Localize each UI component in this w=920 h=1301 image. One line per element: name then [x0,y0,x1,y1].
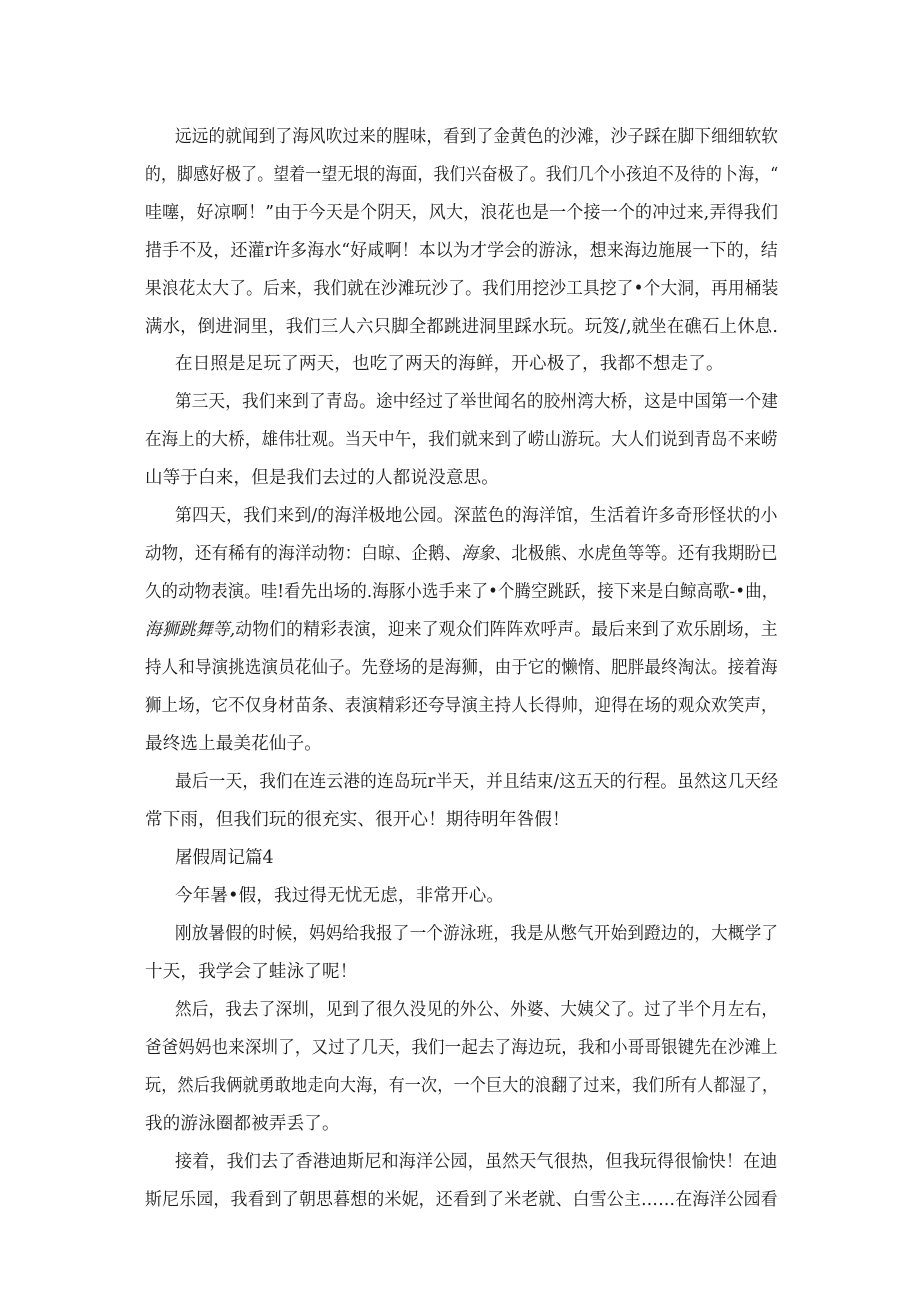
text-line: 接着，我们去了香港迪斯尼和海洋公园，虽然天气很热，但我玩得很愉快！在迪 [175,1152,778,1172]
text-line: 第三天，我们来到了青岛。途中经过了举世闻名的胶州湾大桥，这是中国第一个建 [175,392,779,412]
text-segment: 动物，还有稀有的海洋动物：白晾、企鹅、 [145,544,462,564]
text-line [145,543,778,565]
text-line: 爸爸妈妈也来深圳了，又过了几天，我们一起去了海边玩，我和小哥哥银键先在沙滩上 [145,1038,778,1058]
text-line: 狮上场，它不仅身材苗条、表演精彩还夸导演主持人长得帅，迎得在场的观众欢笑声， [145,696,778,716]
text-line: 斯尼乐园，我看到了朝思暮想的米妮，还看到了米老就、白雪公主……在海洋公园看 [145,1190,778,1210]
text-line: 然后，我去了深圳，见到了很久没见的外公、外婆、大姨父了。过了半个月左右， [175,1000,779,1020]
text-line: 山等于白来，但是我们去过的人都说没意思。 [145,468,499,488]
text-line: 久的动物表演。哇!看先出场的.海豚小选手来了•个腾空跳跃，接下来是白鲸高歌-•曲， [145,582,779,602]
text-line: 果浪花太大了。后来，我们就在沙滩玩沙了。我们用挖沙工具挖了•个大洞，再用桶装 [145,279,779,299]
text-segment: 动物们的精彩表演，迎来了观众们阵阵欢呼声。最后来到了欢乐剧场，主 [235,620,778,640]
text-line: 哇噻，好凉啊！”由于今天是个阴天，风大，浪花也是一个接一个的冲过来,弄得我们 [145,203,779,223]
text-line: 刚放暑假的时候，妈妈给我报了一个游泳班，我是从憋气开始到蹬边的，大概学了 [175,924,779,944]
text-line: 最后一天，我们在连云港的连岛玩r半天，并且结束/这五天的行程。虽然这几天经 [175,772,779,792]
text-line: 在海上的大桥，雄伟壮观。当天中午，我们就来到了崂山游玩。大人们说到青岛不来崂 [145,430,778,450]
text-line: 最终选上最美花仙子。 [145,734,322,754]
text-line: 持人和导演挑选演员花仙子。先登场的是海狮，由于它的懒惰、肥胖最终淘汰。接着海 [145,658,778,678]
text-line: 在日照是足玩了两天，也吃了两天的海鲜，开心极了，我都不想走了。 [175,354,724,374]
text-line: 远远的就闻到了海风吹过来的腥味，看到了金黄色的沙滩，沙子踩在脚下细细软软 [175,127,779,147]
text-segment: 、北极熊、水虎鱼等等。还有我期盼已 [494,544,778,564]
text-line: 玩，然后我俩就勇敢地走向大海，有一次，一个巨大的浪翻了过来，我们所有人都湿了， [145,1076,779,1096]
text-line: 满水，倒进洞里，我们三人六只脚全都跳进洞里踩水玩。玩笈/,就坐在礁石上休息. [145,317,779,337]
text-line: 我的游泳圈都被弄丢了。 [145,1114,340,1134]
text-line [145,619,778,641]
text-line: 十天，我学会了蛙泳了呢！ [145,962,358,982]
text-line: 第四天，我们来到/的海洋极地公园。深蓝色的海洋馆，生活着许多奇形怪状的小 [175,506,778,526]
text-line: 的，脚感好极了。望着一望无垠的海面，我们兴奋极了。我们几个小孩迫不及待的卜海，“ [145,165,779,185]
section-heading: 屠假周记篇4 [175,848,274,868]
italic-text-segment: 海象 [461,544,495,564]
text-line: 今年暑•假，我过得无忧无虑，非常开心。 [175,886,505,906]
text-line: 措手不及，还灌r许多海水“好咸啊！本以为才学会的游泳，想来海边施展一下的，结 [145,241,778,261]
text-line: 常下雨，但我们玩的很充实、很开心！期待明年咎假！ [145,810,570,830]
italic-text-segment: 海狮跳舞等, [145,620,236,640]
